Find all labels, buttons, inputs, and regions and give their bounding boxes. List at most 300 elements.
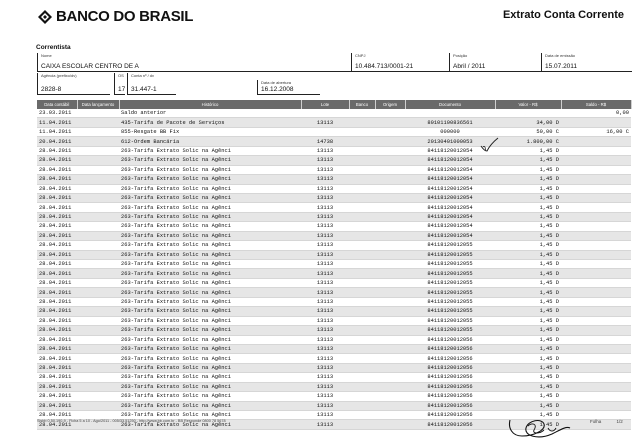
row-post-date bbox=[77, 278, 119, 287]
row-document: 84118120012056 bbox=[405, 335, 495, 344]
row-document: 84118120012056 bbox=[405, 401, 495, 410]
col-header: Banco bbox=[349, 100, 375, 109]
row-balance bbox=[561, 401, 631, 410]
row-date: 28.04.2011 bbox=[37, 354, 77, 363]
row-balance bbox=[561, 222, 631, 231]
table-row bbox=[37, 137, 631, 146]
row-batch: 13113 bbox=[301, 184, 349, 193]
row-bank bbox=[349, 137, 375, 146]
row-description: 612-Ordem Bancária bbox=[119, 137, 301, 146]
row-value: 1,45 D bbox=[495, 411, 561, 420]
row-bank bbox=[349, 411, 375, 420]
row-value: 1,45 D bbox=[495, 146, 561, 155]
row-value: 1,45 D bbox=[495, 288, 561, 297]
row-batch: 13113 bbox=[301, 392, 349, 401]
row-value: 1,45 D bbox=[495, 326, 561, 335]
row-post-date bbox=[77, 260, 119, 269]
row-batch: 13113 bbox=[301, 165, 349, 174]
account-value: 31.447-1 bbox=[131, 86, 157, 93]
row-bank bbox=[349, 175, 375, 184]
row-value: 1,45 D bbox=[495, 241, 561, 250]
row-batch: 13113 bbox=[301, 146, 349, 155]
row-batch bbox=[301, 127, 349, 136]
table-row bbox=[37, 127, 631, 136]
opening-date-value: 16.12.2008 bbox=[261, 86, 294, 93]
row-document: 000000 bbox=[405, 127, 495, 136]
row-date: 11.04.2011 bbox=[37, 127, 77, 136]
table-row bbox=[37, 165, 631, 174]
row-post-date bbox=[77, 354, 119, 363]
row-document: 84118120012055 bbox=[405, 260, 495, 269]
row-value: 1,45 D bbox=[495, 231, 561, 240]
row-value: 1,45 D bbox=[495, 269, 561, 278]
row-document: 84118120012054 bbox=[405, 212, 495, 221]
row-document bbox=[405, 109, 495, 118]
op-label: OS bbox=[118, 73, 124, 78]
row-date: 28.04.2011 bbox=[37, 297, 77, 306]
row-document: 84118120012054 bbox=[405, 231, 495, 240]
row-balance bbox=[561, 260, 631, 269]
row-value: 1,45 D bbox=[495, 156, 561, 165]
row-description: 263-Tarifa Extrato Solic na Agênci bbox=[119, 373, 301, 382]
row-description: 263-Tarifa Extrato Solic na Agênci bbox=[119, 203, 301, 212]
row-document: 84118120012055 bbox=[405, 278, 495, 287]
row-document: 84118120012056 bbox=[405, 373, 495, 382]
row-balance bbox=[561, 269, 631, 278]
row-date: 28.04.2011 bbox=[37, 344, 77, 353]
row-bank bbox=[349, 109, 375, 118]
row-balance: 16,00 C bbox=[561, 127, 631, 136]
row-balance bbox=[561, 316, 631, 325]
handwritten-signature bbox=[504, 414, 574, 442]
row-date: 28.04.2011 bbox=[37, 278, 77, 287]
row-post-date bbox=[77, 156, 119, 165]
row-description: 263-Tarifa Extrato Solic na Agênci bbox=[119, 420, 301, 429]
row-bank bbox=[349, 326, 375, 335]
row-origin bbox=[375, 137, 405, 146]
table-row bbox=[37, 260, 631, 269]
row-origin bbox=[375, 278, 405, 287]
table-row bbox=[37, 326, 631, 335]
row-post-date bbox=[77, 307, 119, 316]
row-origin bbox=[375, 165, 405, 174]
col-header: Data lançamento bbox=[77, 100, 119, 109]
row-value: 1,45 D bbox=[495, 392, 561, 401]
row-batch: 13113 bbox=[301, 373, 349, 382]
row-origin bbox=[375, 156, 405, 165]
row-bank bbox=[349, 316, 375, 325]
page-indicator bbox=[590, 419, 623, 424]
row-post-date bbox=[77, 401, 119, 410]
row-description: 263-Tarifa Extrato Solic na Agênci bbox=[119, 175, 301, 184]
issue-date-field bbox=[541, 53, 632, 72]
row-description: 263-Tarifa Extrato Solic na Agênci bbox=[119, 335, 301, 344]
row-value bbox=[495, 109, 561, 118]
row-origin bbox=[375, 146, 405, 155]
row-bank bbox=[349, 212, 375, 221]
row-balance bbox=[561, 363, 631, 372]
row-batch: 13113 bbox=[301, 269, 349, 278]
row-value: 1,45 D bbox=[495, 420, 561, 429]
row-bank bbox=[349, 260, 375, 269]
row-origin bbox=[375, 344, 405, 353]
row-value: 1,45 D bbox=[495, 250, 561, 259]
row-document: 84118120012054 bbox=[405, 156, 495, 165]
row-document: 20130401000053 bbox=[405, 137, 495, 146]
row-value: 1.800,00 C bbox=[495, 137, 561, 146]
row-description: 263-Tarifa Extrato Solic na Agênci bbox=[119, 260, 301, 269]
row-description: 263-Tarifa Extrato Solic na Agênci bbox=[119, 382, 301, 391]
row-date: 28.04.2011 bbox=[37, 373, 77, 382]
row-bank bbox=[349, 363, 375, 372]
op-value: 17 bbox=[118, 86, 126, 93]
row-post-date bbox=[77, 344, 119, 353]
row-batch: 13113 bbox=[301, 354, 349, 363]
opening-date-field bbox=[257, 80, 320, 95]
row-balance bbox=[561, 326, 631, 335]
row-date: 28.04.2011 bbox=[37, 411, 77, 420]
row-date: 28.04.2011 bbox=[37, 184, 77, 193]
row-document: 84118120012054 bbox=[405, 175, 495, 184]
row-origin bbox=[375, 175, 405, 184]
row-document: 84118120012055 bbox=[405, 316, 495, 325]
row-post-date bbox=[77, 165, 119, 174]
row-value: 1,45 D bbox=[495, 278, 561, 287]
row-balance bbox=[561, 297, 631, 306]
row-batch: 13113 bbox=[301, 231, 349, 240]
row-description: 263-Tarifa Extrato Solic na Agênci bbox=[119, 307, 301, 316]
row-origin bbox=[375, 326, 405, 335]
row-origin bbox=[375, 222, 405, 231]
row-document: 84118120012054 bbox=[405, 184, 495, 193]
row-origin bbox=[375, 184, 405, 193]
row-balance bbox=[561, 278, 631, 287]
row-document: 84118120012054 bbox=[405, 193, 495, 202]
row-balance bbox=[561, 241, 631, 250]
row-batch: 13113 bbox=[301, 193, 349, 202]
table-row bbox=[37, 392, 631, 401]
row-bank bbox=[349, 184, 375, 193]
row-balance bbox=[561, 175, 631, 184]
row-origin bbox=[375, 297, 405, 306]
row-description: 263-Tarifa Extrato Solic na Agênci bbox=[119, 250, 301, 259]
row-date: 28.04.2011 bbox=[37, 250, 77, 259]
table-row bbox=[37, 269, 631, 278]
row-document: 84118120012055 bbox=[405, 269, 495, 278]
row-value: 1,45 D bbox=[495, 203, 561, 212]
row-description: 263-Tarifa Extrato Solic na Agênci bbox=[119, 231, 301, 240]
row-origin bbox=[375, 392, 405, 401]
row-balance bbox=[561, 212, 631, 221]
cnpj-field bbox=[351, 53, 450, 72]
row-document: 84118120012054 bbox=[405, 203, 495, 212]
name-value: CAIXA ESCOLAR CENTRO DE A bbox=[41, 63, 139, 70]
row-date: 28.04.2011 bbox=[37, 307, 77, 316]
row-balance bbox=[561, 165, 631, 174]
table-row bbox=[37, 184, 631, 193]
row-batch: 13113 bbox=[301, 401, 349, 410]
row-post-date bbox=[77, 382, 119, 391]
handwritten-check-icon bbox=[479, 137, 499, 153]
table-row bbox=[37, 193, 631, 202]
row-bank bbox=[349, 297, 375, 306]
row-document: 84118120012055 bbox=[405, 297, 495, 306]
row-batch: 13113 bbox=[301, 363, 349, 372]
row-batch: 13113 bbox=[301, 203, 349, 212]
row-batch: 13113 bbox=[301, 156, 349, 165]
row-batch: 13113 bbox=[301, 278, 349, 287]
row-batch: 13113 bbox=[301, 316, 349, 325]
table-row bbox=[37, 382, 631, 391]
row-value: 1,45 D bbox=[495, 401, 561, 410]
row-bank bbox=[349, 269, 375, 278]
position-field bbox=[449, 53, 542, 72]
row-document: 84118120012056 bbox=[405, 382, 495, 391]
row-post-date bbox=[77, 269, 119, 278]
row-description: 263-Tarifa Extrato Solic na Agênci bbox=[119, 401, 301, 410]
row-bank bbox=[349, 420, 375, 429]
row-date: 28.04.2011 bbox=[37, 203, 77, 212]
row-post-date bbox=[77, 392, 119, 401]
document-title: Extrato Conta Corrente bbox=[502, 9, 624, 21]
row-post-date bbox=[77, 335, 119, 344]
row-description: 263-Tarifa Extrato Solic na Agênci bbox=[119, 316, 301, 325]
row-post-date bbox=[77, 127, 119, 136]
row-balance bbox=[561, 156, 631, 165]
row-date: 28.04.2011 bbox=[37, 193, 77, 202]
row-value: 1,45 D bbox=[495, 165, 561, 174]
row-document: 84118120012056 bbox=[405, 344, 495, 353]
row-batch: 13113 bbox=[301, 420, 349, 429]
row-post-date bbox=[77, 146, 119, 155]
row-batch: 13113 bbox=[301, 335, 349, 344]
row-document: 84118120012056 bbox=[405, 363, 495, 372]
row-value: 1,45 D bbox=[495, 297, 561, 306]
row-origin bbox=[375, 316, 405, 325]
row-origin bbox=[375, 288, 405, 297]
row-value: 1,45 D bbox=[495, 212, 561, 221]
cnpj-value: 10.484.713/0001-21 bbox=[355, 63, 414, 70]
row-value: 1,45 D bbox=[495, 382, 561, 391]
table-row bbox=[37, 401, 631, 410]
table-row bbox=[37, 297, 631, 306]
agency-label: Agência (prefixo/dv) bbox=[41, 73, 77, 78]
row-origin bbox=[375, 363, 405, 372]
row-document: 84118120012055 bbox=[405, 288, 495, 297]
row-origin bbox=[375, 382, 405, 391]
row-document: 84118120012056 bbox=[405, 392, 495, 401]
row-balance: 0,00 bbox=[561, 109, 631, 118]
row-origin bbox=[375, 269, 405, 278]
row-origin bbox=[375, 411, 405, 420]
row-description: Saldo anterior bbox=[119, 109, 301, 118]
row-bank bbox=[349, 231, 375, 240]
col-header: Saldo - R$ bbox=[561, 100, 631, 109]
row-origin bbox=[375, 307, 405, 316]
row-bank bbox=[349, 288, 375, 297]
row-bank bbox=[349, 156, 375, 165]
row-bank bbox=[349, 335, 375, 344]
table-row bbox=[37, 354, 631, 363]
table-row bbox=[37, 231, 631, 240]
row-balance bbox=[561, 354, 631, 363]
table-row bbox=[37, 335, 631, 344]
agency-field bbox=[37, 73, 110, 95]
opening-date-label: Data de abertura bbox=[261, 80, 292, 85]
row-date: 28.04.2011 bbox=[37, 212, 77, 221]
table-row bbox=[37, 344, 631, 353]
row-balance bbox=[561, 118, 631, 127]
row-post-date bbox=[77, 175, 119, 184]
col-header: Documento bbox=[405, 100, 495, 109]
footer-note: Sisbb 0.50.190-9 - Ficha 5 a 10 - Ago/2011 - 005/33.51250 - http://www.bb.com.br - BB Responde 0800 78 5678 bbox=[37, 419, 226, 423]
row-post-date bbox=[77, 316, 119, 325]
row-origin bbox=[375, 118, 405, 127]
row-document: 84118120012055 bbox=[405, 307, 495, 316]
row-post-date bbox=[77, 363, 119, 372]
row-post-date bbox=[77, 231, 119, 240]
row-description: 263-Tarifa Extrato Solic na Agênci bbox=[119, 411, 301, 420]
row-description: 263-Tarifa Extrato Solic na Agênci bbox=[119, 184, 301, 193]
row-batch: 13113 bbox=[301, 307, 349, 316]
row-date: 28.04.2011 bbox=[37, 335, 77, 344]
row-bank bbox=[349, 392, 375, 401]
row-value: 1,45 D bbox=[495, 316, 561, 325]
row-post-date bbox=[77, 222, 119, 231]
row-description: 263-Tarifa Extrato Solic na Agênci bbox=[119, 288, 301, 297]
row-batch: 13113 bbox=[301, 222, 349, 231]
row-date: 28.04.2011 bbox=[37, 231, 77, 240]
row-date: 28.04.2011 bbox=[37, 401, 77, 410]
row-batch: 13113 bbox=[301, 382, 349, 391]
row-description: 263-Tarifa Extrato Solic na Agênci bbox=[119, 354, 301, 363]
row-date: 28.04.2011 bbox=[37, 316, 77, 325]
row-description: 263-Tarifa Extrato Solic na Agênci bbox=[119, 212, 301, 221]
col-header: Lote bbox=[301, 100, 349, 109]
row-post-date bbox=[77, 241, 119, 250]
row-origin bbox=[375, 260, 405, 269]
row-date: 28.04.2011 bbox=[37, 260, 77, 269]
row-description: 263-Tarifa Extrato Solic na Agênci bbox=[119, 146, 301, 155]
row-origin bbox=[375, 193, 405, 202]
position-value: Abril / 2011 bbox=[453, 63, 486, 70]
table-row bbox=[37, 307, 631, 316]
row-post-date bbox=[77, 297, 119, 306]
agency-value: 2828-8 bbox=[41, 86, 62, 93]
row-date: 28.04.2011 bbox=[37, 326, 77, 335]
row-balance bbox=[561, 307, 631, 316]
row-value: 1,45 D bbox=[495, 260, 561, 269]
row-bank bbox=[349, 193, 375, 202]
row-value: 34,00 D bbox=[495, 118, 561, 127]
col-header: Valor - R$ bbox=[495, 100, 561, 109]
col-header: Data contábil bbox=[37, 100, 77, 109]
row-value: 1,45 D bbox=[495, 193, 561, 202]
row-batch: 13113 bbox=[301, 241, 349, 250]
issue-date-value: 15.07.2011 bbox=[545, 63, 578, 70]
row-value: 1,45 D bbox=[495, 222, 561, 231]
row-description: 263-Tarifa Extrato Solic na Agênci bbox=[119, 222, 301, 231]
table-row bbox=[37, 316, 631, 325]
row-bank bbox=[349, 118, 375, 127]
row-balance bbox=[561, 184, 631, 193]
row-date: 28.04.2011 bbox=[37, 241, 77, 250]
row-date: 28.04.2011 bbox=[37, 175, 77, 184]
row-post-date bbox=[77, 137, 119, 146]
row-description: 263-Tarifa Extrato Solic na Agênci bbox=[119, 344, 301, 353]
row-document: 84118120012055 bbox=[405, 241, 495, 250]
row-batch: 13113 bbox=[301, 212, 349, 221]
row-balance bbox=[561, 382, 631, 391]
row-date: 20.04.2011 bbox=[37, 137, 77, 146]
table-row bbox=[37, 250, 631, 259]
row-post-date bbox=[77, 212, 119, 221]
row-post-date bbox=[77, 288, 119, 297]
row-value: 1,45 D bbox=[495, 335, 561, 344]
row-value: 50,00 C bbox=[495, 127, 561, 136]
row-date: 28.04.2011 bbox=[37, 269, 77, 278]
table-row bbox=[37, 222, 631, 231]
row-batch: 13113 bbox=[301, 250, 349, 259]
row-document: 80101100836561 bbox=[405, 118, 495, 127]
row-bank bbox=[349, 250, 375, 259]
row-bank bbox=[349, 354, 375, 363]
row-document: 84118120012055 bbox=[405, 250, 495, 259]
row-bank bbox=[349, 203, 375, 212]
table-row bbox=[37, 241, 631, 250]
page-number: 1/2 bbox=[616, 419, 623, 424]
table-row bbox=[37, 278, 631, 287]
row-date: 28.04.2011 bbox=[37, 165, 77, 174]
row-batch: 13113 bbox=[301, 411, 349, 420]
row-bank bbox=[349, 307, 375, 316]
table-row bbox=[37, 203, 631, 212]
row-origin bbox=[375, 109, 405, 118]
account-label: Conta nº / dv bbox=[131, 73, 155, 78]
row-value: 1,45 D bbox=[495, 354, 561, 363]
row-origin bbox=[375, 250, 405, 259]
row-batch: 14738 bbox=[301, 137, 349, 146]
row-post-date bbox=[77, 326, 119, 335]
row-date: 28.04.2011 bbox=[37, 222, 77, 231]
col-header: Origem bbox=[375, 100, 405, 109]
row-origin bbox=[375, 203, 405, 212]
row-value: 1,45 D bbox=[495, 307, 561, 316]
row-origin bbox=[375, 231, 405, 240]
row-document: 84118120012054 bbox=[405, 222, 495, 231]
row-document: 84118120012054 bbox=[405, 146, 495, 155]
row-balance bbox=[561, 373, 631, 382]
row-date: 28.04.2011 bbox=[37, 392, 77, 401]
row-bank bbox=[349, 241, 375, 250]
row-value: 1,45 D bbox=[495, 344, 561, 353]
statement-table bbox=[37, 100, 632, 430]
row-document: 84118120012056 bbox=[405, 411, 495, 420]
account-field bbox=[127, 73, 176, 95]
row-batch: 13113 bbox=[301, 118, 349, 127]
table-row bbox=[37, 118, 631, 127]
row-value: 1,45 D bbox=[495, 175, 561, 184]
row-date: 11.04.2011 bbox=[37, 118, 77, 127]
section-title: Correntista bbox=[36, 44, 71, 51]
row-description: 263-Tarifa Extrato Solic na Agênci bbox=[119, 278, 301, 287]
row-description: 855-Resgate BB Fix bbox=[119, 127, 301, 136]
row-date: 28.04.2011 bbox=[37, 420, 77, 429]
row-origin bbox=[375, 212, 405, 221]
row-description: 435-Tarifa de Pacote de Serviços bbox=[119, 118, 301, 127]
row-balance bbox=[561, 203, 631, 212]
row-description: 263-Tarifa Extrato Solic na Agênci bbox=[119, 156, 301, 165]
